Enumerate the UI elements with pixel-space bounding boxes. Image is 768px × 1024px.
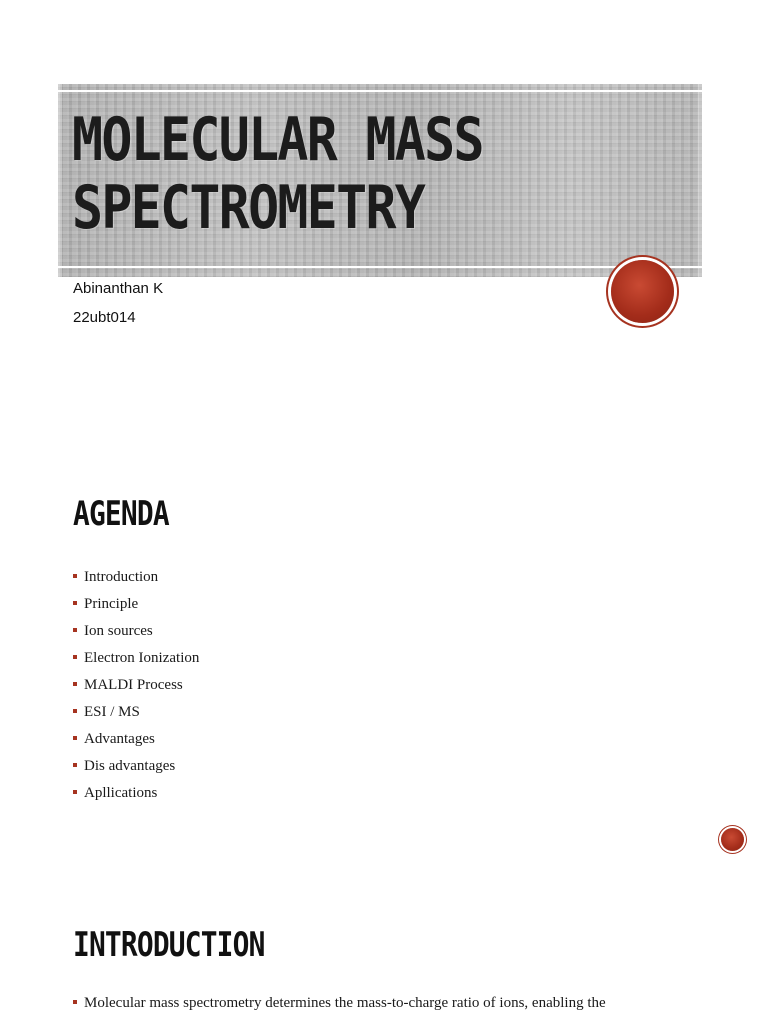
agenda-item: Principle	[73, 593, 199, 620]
square-bullet-icon	[73, 682, 77, 686]
author-name: Abinanthan K	[73, 280, 164, 297]
agenda-item: Introduction	[73, 566, 199, 593]
decorative-circle-badge-small	[721, 828, 744, 851]
introduction-heading: INTRODUCTION	[73, 925, 265, 965]
decorative-circle-badge	[611, 260, 674, 323]
square-bullet-icon	[73, 655, 77, 659]
square-bullet-icon	[73, 709, 77, 713]
square-bullet-icon	[73, 628, 77, 632]
roll-number: 22ubt014	[73, 309, 136, 326]
intro-bullet: Molecular mass spectrometry determines the mass-to-charge ratio of ions, enabling the	[73, 995, 763, 1012]
title-band-edge-right	[698, 84, 702, 277]
slide-title: MOLECULAR MASS SPECTROMETRY	[72, 105, 483, 243]
square-bullet-icon	[73, 790, 77, 794]
agenda-item: Dis advantages	[73, 755, 199, 782]
agenda-item: Electron Ionization	[73, 647, 199, 674]
agenda-heading: AGENDA	[73, 494, 169, 534]
title-band-bottom-rule	[58, 266, 702, 268]
square-bullet-icon	[73, 763, 77, 767]
square-bullet-icon	[73, 601, 77, 605]
agenda-item: MALDI Process	[73, 674, 199, 701]
agenda-item: Advantages	[73, 728, 199, 755]
square-bullet-icon	[73, 1000, 77, 1004]
agenda-item: ESI / MS	[73, 701, 199, 728]
agenda-item: Ion sources	[73, 620, 199, 647]
title-band-edge-left	[58, 84, 62, 277]
square-bullet-icon	[73, 574, 77, 578]
agenda-list	[73, 566, 199, 809]
square-bullet-icon	[73, 736, 77, 740]
title-band-top-rule	[58, 90, 702, 92]
agenda-item: Apllications	[73, 782, 199, 809]
